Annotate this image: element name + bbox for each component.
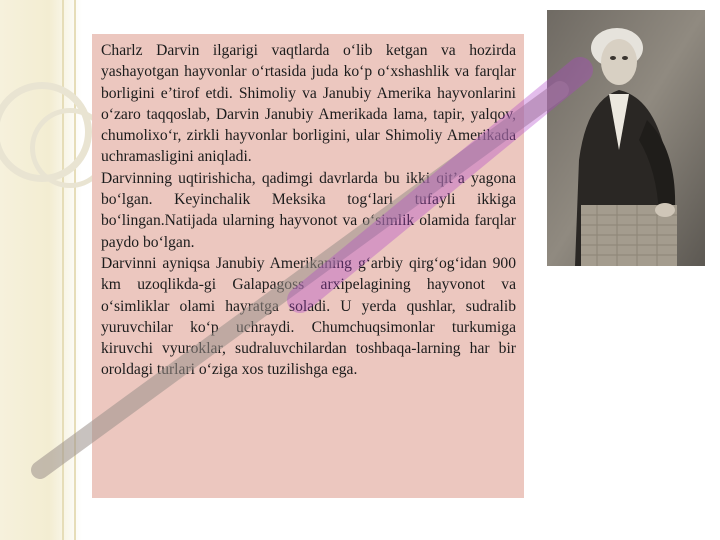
paragraph-galapagos: Darvinni ayniqsa Janubiy Amerikaning g‘arbiy qirg‘og‘idan 900 km uzoqlikda-gi Galapagoss arxipelagining hayvonot va o‘simliklar olami hayratga soladi. U yerda qushlar, sudralib yuruvchilar ko‘p uchraydi. Chumchuqsimonlar turkumiga kiruvchi vyuroklar, sudraluvchilardan toshbaqa-larning har bir oroldagi turlari o‘ziga xos tuzilishga ega. bbox=[101, 254, 516, 379]
decorative-band-line bbox=[74, 0, 76, 540]
decorative-left-band bbox=[0, 0, 82, 540]
paragraph-continents: Darvinning uqtirishicha, qadimgi davrlarda bu ikki qit’a yagona bo‘lgan. Keyinchalik Meksika tog‘lari tufayli ikkiga bo‘lingan.Natijada ularning hayvonot va o‘simlik olamida farqlar paydo bo‘lgan. bbox=[101, 169, 516, 251]
text-panel bbox=[92, 34, 524, 498]
darwin-portrait-image bbox=[547, 10, 705, 266]
decorative-band-line bbox=[62, 0, 64, 540]
paragraph-darwin-comparison: Charlz Darvin ilgarigi vaqtlarda o‘lib ketgan va hozirda yashayotgan hayvonlar o‘rtasida juda ko‘p o‘xshashlik va farqlar borligini e’tirof etdi. Shimoliy va Janubiy Amerika hayvonlarini o‘zaro taqqoslab, Darvin Janubiy Amerikada lama, tapir, yalqov, chumolixo‘r, zirkli hayvonlar borligini, ular Shimoliy Amerikada uchramasligini aniqladi. bbox=[101, 42, 516, 166]
